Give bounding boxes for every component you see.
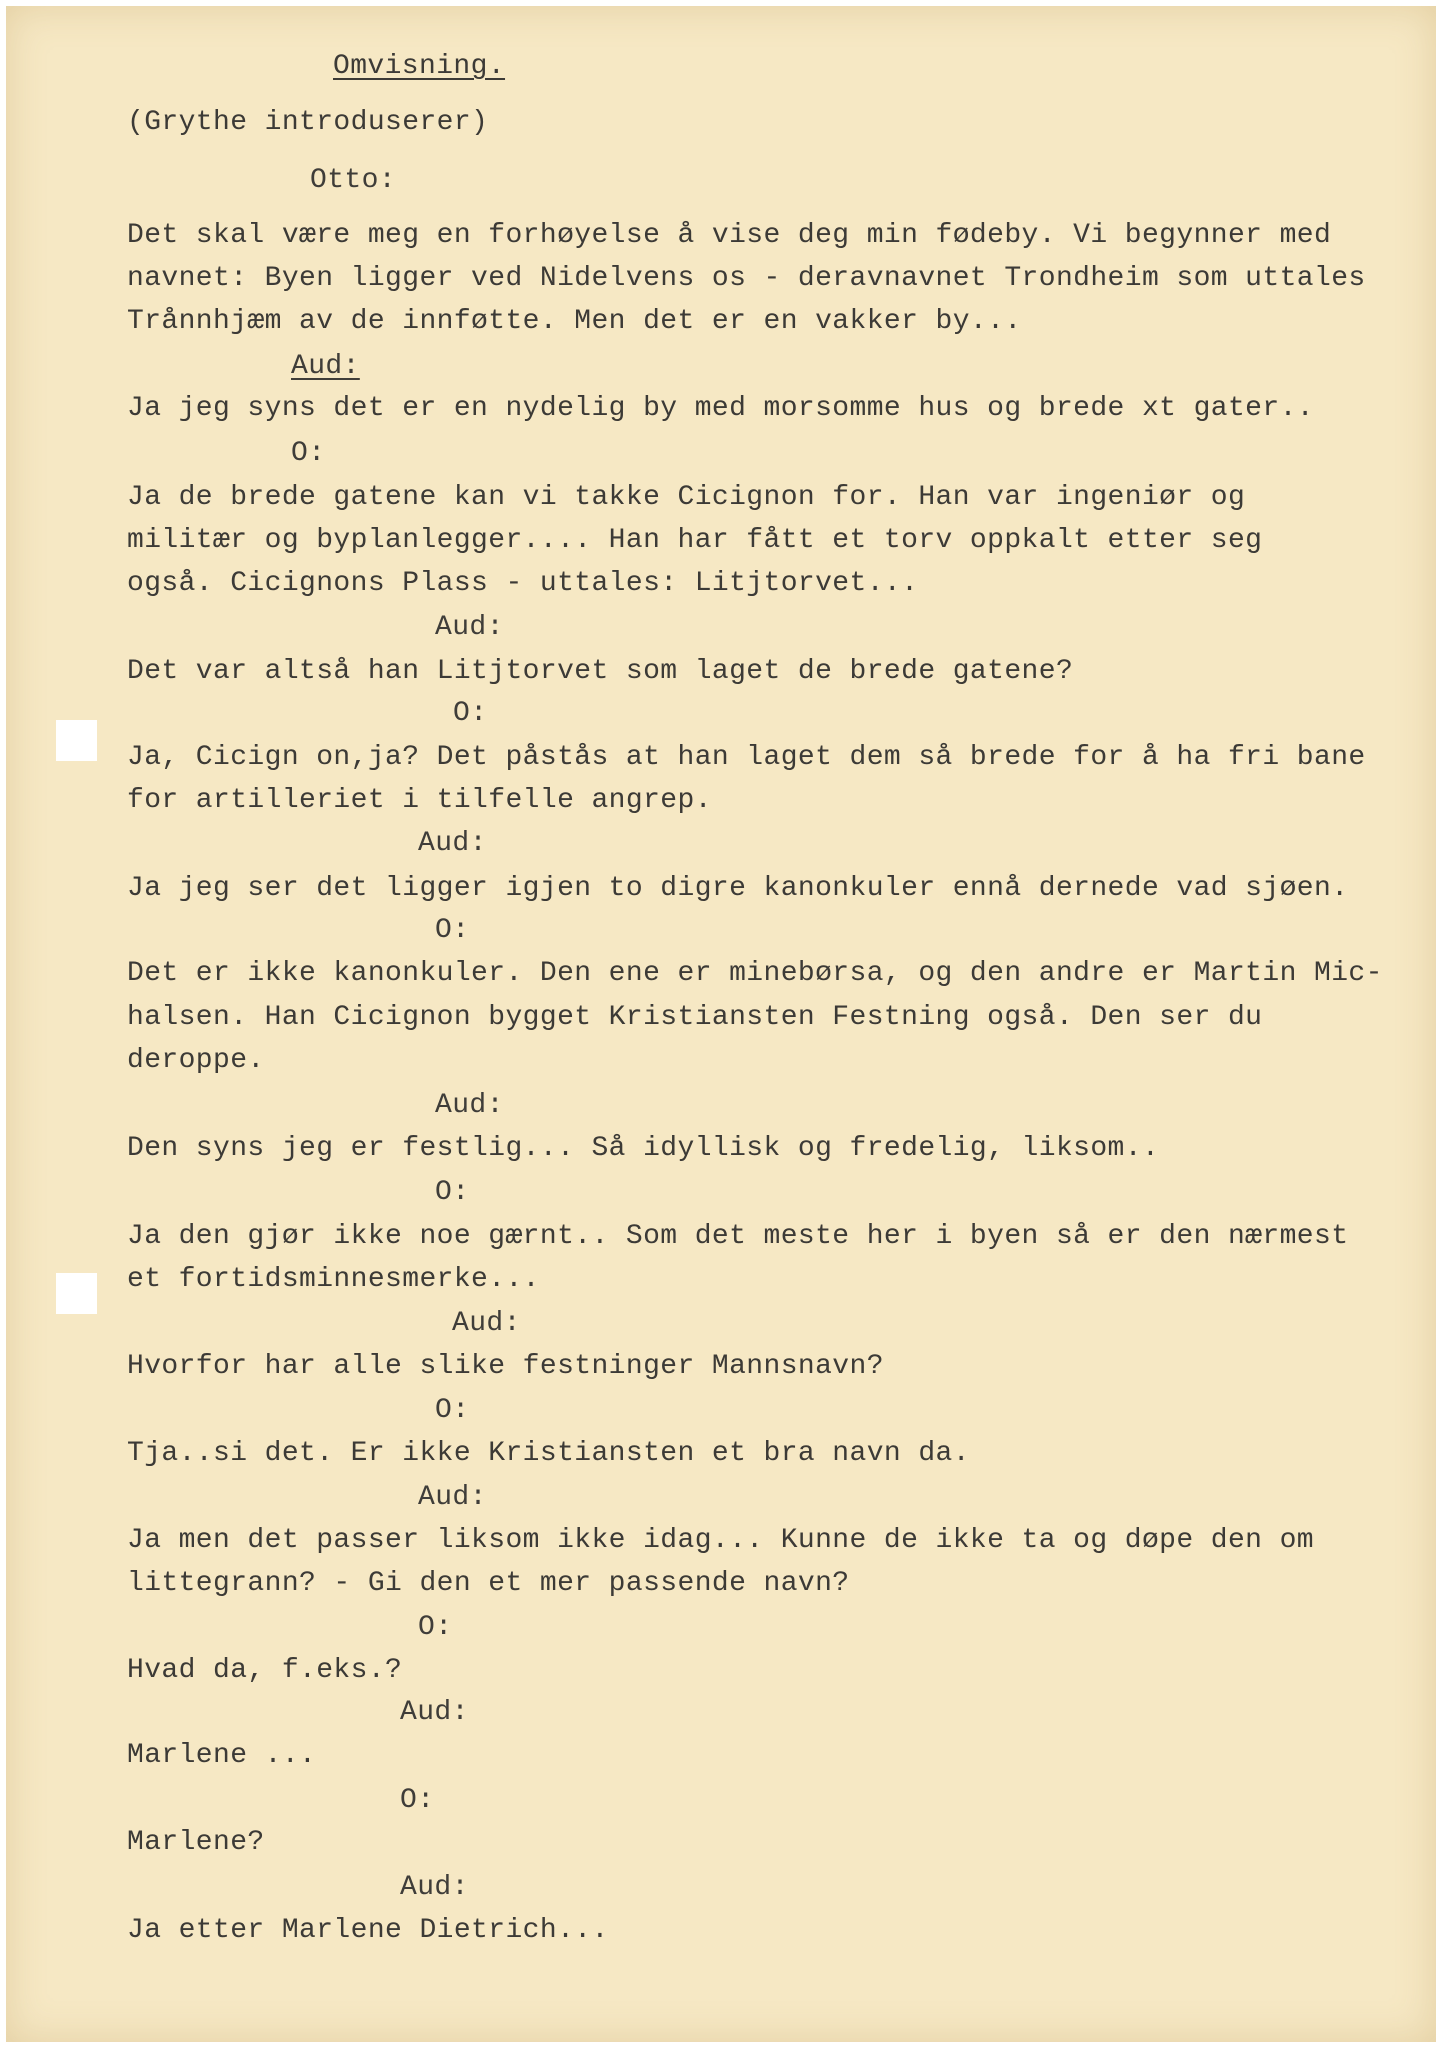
speaker-label: Aud: <box>452 1308 521 1339</box>
speaker-label: O: <box>453 698 488 729</box>
speaker-label: Aud: <box>418 1482 487 1513</box>
dialogue-line: for artilleriet i tilfelle angrep. <box>127 785 712 816</box>
speaker-label: O: <box>418 1612 453 1643</box>
dialogue-line: militær og byplanlegger.... Han har fått et torv oppkalt etter seg <box>127 525 1263 556</box>
dialogue-line: Det skal være meg en forhøyelse å vise deg min fødeby. Vi begynner med <box>127 220 1332 251</box>
dialogue-line: deroppe. <box>127 1045 265 1076</box>
dialogue-line: Ja de brede gatene kan vi takke Cicignon for. Han var ingeniør og <box>127 482 1246 513</box>
dialogue-line: Ja men det passer liksom ikke idag... Kunne de ikke ta og døpe den om <box>127 1525 1314 1556</box>
dialogue-line: littegrann? - Gi den et mer passende navn? <box>127 1568 850 1599</box>
dialogue-line: Ja etter Marlene Dietrich... <box>127 1915 609 1946</box>
dialogue-line: Ja jeg syns det er en nydelig by med morsomme hus og brede xt gater.. <box>127 393 1314 424</box>
speaker-label: Aud: <box>400 1872 469 1903</box>
dialogue-line: også. Cicignons Plass - uttales: Litjtorvet... <box>127 568 919 599</box>
dialogue-line: Den syns jeg er festlig... Så idyllisk og fredelig, liksom.. <box>127 1133 1160 1164</box>
dialogue-line: Tja..si det. Er ikke Kristiansten et bra navn da. <box>127 1438 970 1469</box>
dialogue-line: navnet: Byen ligger ved Nidelvens os - deravnavnet Trondheim som uttales <box>127 263 1366 294</box>
dialogue-line: Det var altså han Litjtorvet som laget de brede gatene? <box>127 656 1074 687</box>
dialogue-line: Hvad da, f.eks.? <box>127 1655 403 1686</box>
dialogue-line: Hvorfor har alle slike festninger Mannsnavn? <box>127 1351 884 1382</box>
dialogue-line: Ja jeg ser det ligger igjen to digre kanonkuler ennå dernede vad sjøen. <box>127 873 1349 904</box>
dialogue-line: Ja den gjør ikke noe gærnt.. Som det meste her i byen så er den nærmest <box>127 1221 1349 1252</box>
speaker-label: Aud: <box>291 351 360 382</box>
speaker-label: Aud: <box>435 1090 504 1121</box>
speaker-label: O: <box>435 1177 470 1208</box>
dialogue-line: Det er ikke kanonkuler. Den ene er minebørsa, og den andre er Martin Mic- <box>127 958 1383 989</box>
dialogue-line: Marlene? <box>127 1827 265 1858</box>
document-title: Omvisning. <box>333 51 506 82</box>
speaker-label: Aud: <box>400 1697 469 1728</box>
dialogue-line: halsen. Han Cicignon bygget Kristiansten Festning også. Den ser du <box>127 1002 1263 1033</box>
dialogue-line: Trånnhjæm av de innføtte. Men det er en vakker by... <box>127 306 1022 337</box>
speaker-label: O: <box>400 1785 435 1816</box>
speaker-label: Aud: <box>435 612 504 643</box>
white-tab-marker-upper <box>56 720 97 761</box>
dialogue-line: Marlene ... <box>127 1740 317 1771</box>
document-intro: (Grythe introduserer) <box>127 107 489 138</box>
speaker-label: O: <box>435 915 470 946</box>
white-tab-marker-lower <box>56 1273 97 1314</box>
dialogue-line: et fortidsminnesmerke... <box>127 1264 540 1295</box>
speaker-label: Aud: <box>418 828 487 859</box>
speaker-label: Otto: <box>310 165 397 196</box>
dialogue-line: Ja, Cicign on,ja? Det påstås at han laget dem så brede for å ha fri bane <box>127 742 1366 773</box>
speaker-label: O: <box>435 1395 470 1426</box>
speaker-label: O: <box>291 438 326 469</box>
